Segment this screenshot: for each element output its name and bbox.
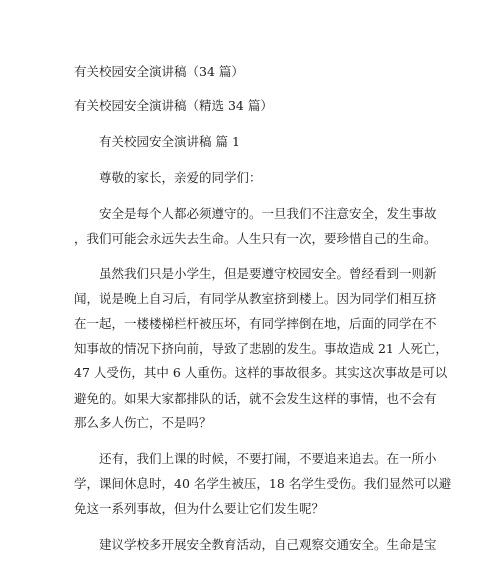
paragraph-line: 那么多人伤亡，不是吗？ xyxy=(74,415,212,430)
paragraph-line: 安全是每个人都必须遵守的。一旦我们不注意安全，发生事故 xyxy=(99,206,437,221)
salutation: 尊敬的家长，亲爱的同学们： xyxy=(99,170,262,185)
paragraph-line: 建议学校多开展安全教育活动，自己观察交通安全。生命是宝 xyxy=(99,537,437,552)
paragraph-line: 47 人受伤，其中 6 人重伤。这样的事故很多。其实这次事故是可以 xyxy=(74,365,448,380)
paragraph-line: 避免的。如果大家都排队的话，就不会发生这样的事情，也不会有 xyxy=(74,391,437,406)
document-title: 有关校园安全演讲稿（34 篇） xyxy=(74,64,244,79)
paragraph-line: 知事故的情况下挤向前，导致了悲剧的发生。事故造成 21 人死亡， xyxy=(74,341,448,356)
paragraph-line: 学，课间休息时，40 名学生被压，18 名学生受伤。我们显然可以避 xyxy=(74,476,452,491)
paragraph-line: 还有，我们上课的时候，不要打闹，不要追来追去。在一所小 xyxy=(99,451,437,466)
paragraph-line: 免这一系列事故，但为什么要让它们发生呢？ xyxy=(74,501,325,516)
document-subtitle: 有关校园安全演讲稿（精选 34 篇） xyxy=(74,98,273,113)
paragraph-line: 虽然我们只是小学生，但是要遵守校园安全。曾经看到一则新 xyxy=(99,266,437,281)
section-heading: 有关校园安全演讲稿 篇 1 xyxy=(99,134,240,149)
paragraph-line: ，我们可能会永远失去生命。人生只有一次，要珍惜自己的生命。 xyxy=(74,231,437,246)
paragraph-line: 闻，说是晚上自习后，有同学从教室挤到楼上。因为同学们相互挤 xyxy=(74,291,437,306)
paragraph-line: 在一起，一楼楼梯栏杆被压坏，有同学摔倒在地，后面的同学在不 xyxy=(74,316,437,331)
